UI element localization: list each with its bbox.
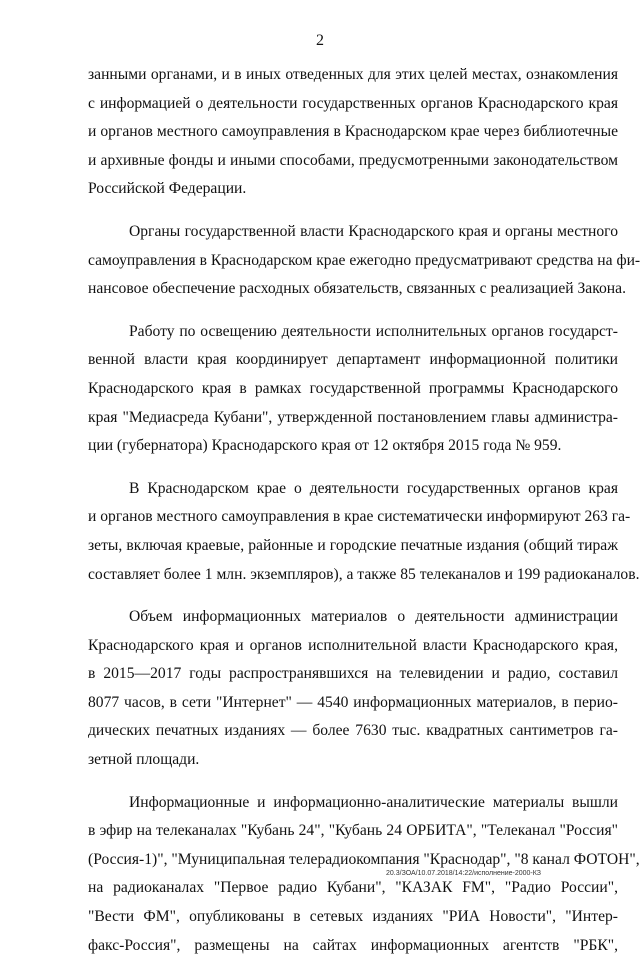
text-line: в 2015—2017 годы распространявшихся на телевидении и радио, составил (88, 665, 618, 683)
text-line: и архивные фонды и иными способами, предусмотренными законодательством (88, 151, 618, 169)
paragraph-gap (88, 204, 618, 218)
paragraph-gap (88, 775, 618, 789)
text-line: и органов местного самоуправления в Краснодарском крае через библиотечные (88, 123, 618, 141)
text-line: Краснодарского края и органов исполнительной власти Краснодарского края, (88, 636, 618, 654)
text-line: ции (губернатора) Краснодарского края от 12 октября 2015 года № 959. (88, 437, 562, 455)
paragraph (88, 318, 618, 461)
paragraph (88, 61, 618, 204)
text-line: самоуправления в Краснодарском крае ежегодно предусматривают средства на фи- (88, 251, 640, 269)
text-line: в эфир на телеканалах "Кубань 24", "Кубань 24 ОРБИТА", "Телеканал "Россия" (88, 822, 618, 840)
text-line: занными органами, и в иных отведенных для этих целей местах, ознакомления (88, 66, 618, 83)
text-line: "Вести ФМ", опубликованы в сетевых изданиях "РИА Новости", "Интер- (88, 908, 618, 926)
text-line: с информацией о деятельности государственных органов Краснодарского края (88, 94, 618, 112)
text-line: зетной площади. (88, 751, 200, 769)
text-line: венной власти края координирует департамент информационной политики (88, 351, 618, 369)
text-line: зеты, включая краевые, районные и городские печатные издания (общий тираж (88, 536, 618, 554)
paragraph (88, 475, 640, 589)
text-line: В Краснодарском крае о деятельности государственных органов края (129, 479, 618, 497)
text-line: (Россия-1)", "Муниципальная телерадиокомпания "Краснодар", "8 канал ФОТОН", (88, 850, 640, 868)
text-line: составляет более 1 млн. экземпляров), а также 85 телеканалов и 199 радиоканалов. (88, 565, 640, 583)
text-line: Информационные и информационно-аналитические материалы вышли (129, 793, 618, 811)
text-line: Краснодарского края в рамках государственной программы Краснодарского (88, 379, 618, 397)
page-number: 2 (316, 32, 324, 49)
text-line: на радиоканалах "Первое радио Кубани", "КАЗАК FM", "Радио России", (88, 879, 618, 897)
text-line: и органов местного самоуправления в крае систематически информируют 263 га- (88, 508, 631, 526)
text-line: Объем информационных материалов о деятельности администрации (129, 608, 618, 626)
paragraph-gap (88, 589, 618, 603)
text-line: дических печатных изданиях — более 7630 тыс. квадратных сантиметров га- (88, 722, 618, 740)
text-line: нансовое обеспечение расходных обязательств, связанных с реализацией Закона. (88, 280, 626, 298)
paragraph (88, 218, 640, 304)
document-footer-code: 20.3/ЗОА/10.07.2018/14:22/исполнение-2000-КЗ (386, 870, 541, 877)
text-line: Органы государственной власти Краснодарского края и органы местного (129, 222, 618, 240)
paragraph (88, 603, 618, 775)
text-line: Работу по освещению деятельности исполнительных органов государст- (129, 322, 618, 340)
text-line: 8077 часов, в сети "Интернет" — 4540 информационных материалов, в перио- (88, 693, 618, 711)
text-line: Российской Федерации. (88, 180, 247, 198)
paragraph-gap (88, 461, 618, 475)
document-body (88, 61, 640, 960)
paragraph-gap (88, 304, 618, 318)
text-line: факс-Россия", размещены на сайтах информационных агентств "РБК", (88, 936, 618, 954)
text-line: края "Медиасреда Кубани", утвержденной постановлением главы администра- (88, 408, 618, 426)
